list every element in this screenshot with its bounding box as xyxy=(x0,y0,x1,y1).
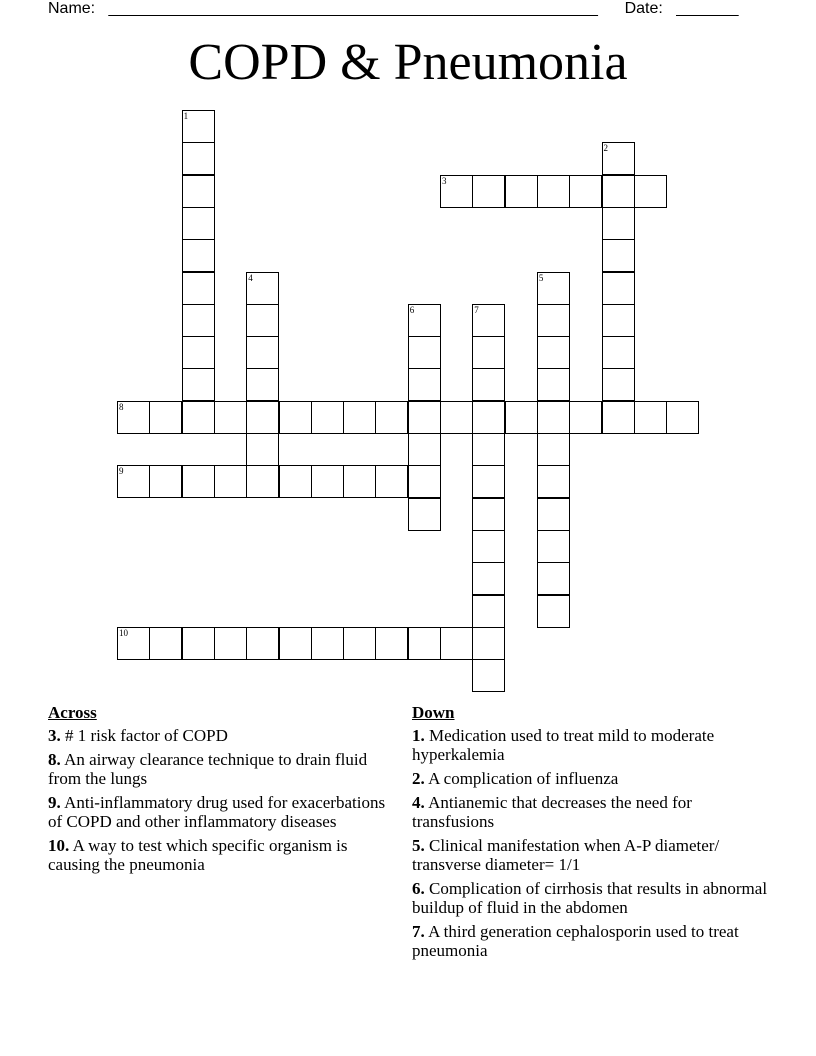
grid-cell[interactable] xyxy=(602,401,635,434)
grid-cell[interactable] xyxy=(343,465,376,498)
grid-cell[interactable] xyxy=(472,368,505,401)
grid-cell[interactable] xyxy=(149,401,182,434)
name-field[interactable]: _______________________________________________________ xyxy=(108,0,598,17)
grid-cell[interactable] xyxy=(408,498,441,531)
grid-cell[interactable] xyxy=(246,465,279,498)
grid-cell[interactable] xyxy=(537,175,570,208)
grid-cell[interactable] xyxy=(472,530,505,563)
grid-cell[interactable] xyxy=(537,433,570,466)
grid-cell[interactable] xyxy=(408,433,441,466)
grid-cell[interactable] xyxy=(279,401,312,434)
across-heading: Across xyxy=(48,703,97,722)
grid-cell[interactable] xyxy=(214,465,247,498)
grid-cell[interactable] xyxy=(375,465,408,498)
grid-cell[interactable] xyxy=(311,465,344,498)
grid-cell[interactable] xyxy=(634,401,667,434)
grid-cell[interactable] xyxy=(182,239,215,272)
down-clue-2: 2. A complication of influenza xyxy=(412,769,619,788)
date-field[interactable]: _______ xyxy=(676,0,739,17)
grid-cell[interactable] xyxy=(472,562,505,595)
grid-cell[interactable] xyxy=(149,465,182,498)
grid-cell[interactable] xyxy=(602,336,635,369)
grid-cell[interactable] xyxy=(537,530,570,563)
grid-cell[interactable] xyxy=(408,304,441,337)
clue-number: 7 xyxy=(474,304,479,315)
grid-cell[interactable] xyxy=(117,627,150,660)
grid-cell[interactable] xyxy=(602,175,635,208)
across-clues xyxy=(48,703,388,879)
grid-cell[interactable] xyxy=(537,401,570,434)
grid-cell[interactable] xyxy=(375,401,408,434)
grid-cell[interactable] xyxy=(182,175,215,208)
clue-number: 10 xyxy=(119,627,128,638)
grid-cell[interactable] xyxy=(602,368,635,401)
grid-cell[interactable] xyxy=(440,627,473,660)
grid-cell[interactable] xyxy=(602,142,635,175)
grid-cell[interactable] xyxy=(537,595,570,628)
grid-cell[interactable] xyxy=(214,627,247,660)
grid-cell[interactable] xyxy=(472,627,505,660)
grid-cell[interactable] xyxy=(311,627,344,660)
across-clue-9: 9. Anti-inflammatory drug used for exacerbations of COPD and other inflammatory diseases xyxy=(48,793,386,831)
grid-cell[interactable] xyxy=(182,465,215,498)
grid-cell[interactable] xyxy=(408,368,441,401)
down-clue-6: 6. Complication of cirrhosis that results in abnormal buildup of fluid in the abdomen xyxy=(412,879,768,917)
down-clue-1: 1. Medication used to treat mild to moderate hyperkalemia xyxy=(412,726,715,764)
grid-cell[interactable] xyxy=(537,336,570,369)
grid-cell[interactable] xyxy=(149,627,182,660)
grid-cell[interactable] xyxy=(472,304,505,337)
grid-cell[interactable] xyxy=(537,465,570,498)
grid-cell[interactable] xyxy=(182,110,215,143)
down-clue-5: 5. Clinical manifestation when A-P diameter/ transverse diameter= 1/1 xyxy=(412,836,720,874)
grid-cell[interactable] xyxy=(537,562,570,595)
clue-number: 5 xyxy=(538,272,544,283)
across-clue-8: 8. An airway clearance technique to drain fluid from the lungs xyxy=(48,750,368,788)
grid-cell[interactable] xyxy=(182,272,215,305)
clue-number: 1 xyxy=(183,111,189,121)
grid-cell[interactable] xyxy=(602,272,635,305)
grid-cell[interactable] xyxy=(569,175,602,208)
grid-cell[interactable] xyxy=(343,401,376,434)
grid-cell[interactable] xyxy=(246,336,279,369)
grid-cell[interactable] xyxy=(537,368,570,401)
grid-cell[interactable] xyxy=(602,304,635,337)
grid-cell[interactable] xyxy=(537,498,570,531)
name-label: Name: xyxy=(48,0,96,17)
grid-cell[interactable] xyxy=(505,401,538,434)
grid-cell[interactable] xyxy=(182,304,215,337)
grid-cell[interactable] xyxy=(472,595,505,628)
grid-cell[interactable] xyxy=(634,175,667,208)
clue-number: 4 xyxy=(248,272,253,283)
grid-cell[interactable] xyxy=(408,336,441,369)
clue-number: 2 xyxy=(603,143,608,154)
grid-cell[interactable] xyxy=(505,175,538,208)
grid-cell[interactable] xyxy=(408,401,441,434)
grid-cell[interactable] xyxy=(246,304,279,337)
grid-cell[interactable] xyxy=(537,304,570,337)
grid-cell[interactable] xyxy=(311,401,344,434)
grid-cell[interactable] xyxy=(602,239,635,272)
across-clue-3: 3. # 1 risk factor of COPD xyxy=(48,726,228,745)
grid-cell[interactable] xyxy=(279,465,312,498)
clue-number: 3 xyxy=(442,175,447,186)
grid-cell[interactable] xyxy=(279,627,312,660)
down-clue-7: 7. A third generation cephalosporin used to treat pneumonia xyxy=(412,922,739,960)
grid-cell[interactable] xyxy=(408,465,441,498)
grid-cell[interactable] xyxy=(246,401,279,434)
grid-cell[interactable] xyxy=(375,627,408,660)
clue-number: 6 xyxy=(409,304,415,315)
grid-cell[interactable] xyxy=(246,433,279,466)
across-clue-10: 10. A way to test which specific organism is causing the pneumonia xyxy=(48,836,348,874)
grid-cell[interactable] xyxy=(117,465,150,498)
grid-cell[interactable] xyxy=(117,401,150,434)
grid-cell[interactable] xyxy=(537,272,570,305)
clue-number: 8 xyxy=(119,401,124,412)
down-heading: Down xyxy=(412,703,455,722)
grid-cell[interactable] xyxy=(602,207,635,240)
grid-cell[interactable] xyxy=(182,142,215,175)
clue-number: 9 xyxy=(119,466,124,477)
grid-cell[interactable] xyxy=(343,627,376,660)
grid-cell[interactable] xyxy=(246,368,279,401)
grid-cell[interactable] xyxy=(440,401,473,434)
grid-cell[interactable] xyxy=(408,627,441,660)
grid-cell[interactable] xyxy=(246,272,279,305)
grid-cell[interactable] xyxy=(182,627,215,660)
grid-cell[interactable] xyxy=(472,498,505,531)
grid-cell[interactable] xyxy=(472,175,505,208)
page-title: COPD & Pneumonia xyxy=(188,34,628,91)
down-clue-4: 4. Antianemic that decreases the need for transfusions xyxy=(412,793,692,831)
grid-cell[interactable] xyxy=(666,401,699,434)
grid-cell[interactable] xyxy=(569,401,602,434)
grid-cell[interactable] xyxy=(182,368,215,401)
grid-cell[interactable] xyxy=(472,433,505,466)
grid-cell[interactable] xyxy=(472,401,505,434)
date-label: Date: xyxy=(624,0,663,17)
grid-cell[interactable] xyxy=(182,336,215,369)
down-clues xyxy=(412,703,772,965)
grid-cell[interactable] xyxy=(472,659,505,692)
grid-cell[interactable] xyxy=(246,627,279,660)
grid-cell[interactable] xyxy=(472,336,505,369)
grid-cell[interactable] xyxy=(182,207,215,240)
grid-cell[interactable] xyxy=(182,401,215,434)
grid-cell[interactable] xyxy=(472,465,505,498)
grid-cell[interactable] xyxy=(440,175,473,208)
grid-cell[interactable] xyxy=(214,401,247,434)
